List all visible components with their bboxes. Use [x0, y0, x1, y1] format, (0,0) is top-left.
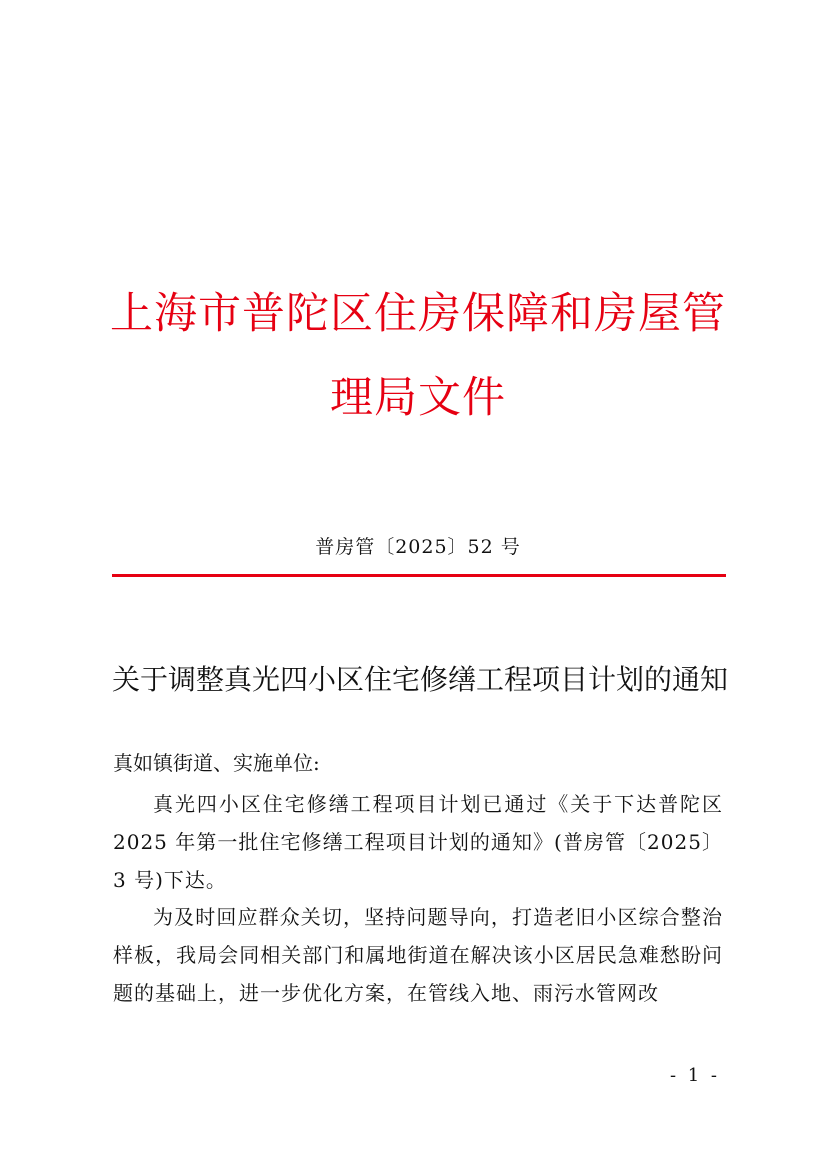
body-paragraph-1: 真光四小区住宅修缮工程项目计划已通过《关于下达普陀区 2025 年第一批住宅修缮工程项目计划的通知》(普房管〔2025〕3 号)下达。 — [113, 792, 723, 892]
red-separator-line — [112, 574, 726, 577]
notice-addressee: 真如镇街道、实施单位: — [113, 751, 320, 775]
body-paragraph-2: 为及时回应群众关切，坚持问题导向，打造老旧小区综合整治样板，我局会同相关部门和属地街道在解决该小区居民急难愁盼问题的基础上，进一步优化方案，在管线入地、雨污水管网改 — [113, 905, 723, 1005]
page-number: - 1 - — [669, 1065, 720, 1086]
notice-title: 关于调整真光四小区住宅修缮工程项目计划的通知 — [111, 663, 728, 696]
document-number: 普房管〔2025〕52 号 — [315, 536, 521, 558]
masthead-title: 上海市普陀区住房保障和房屋管理局文件 — [110, 289, 726, 423]
